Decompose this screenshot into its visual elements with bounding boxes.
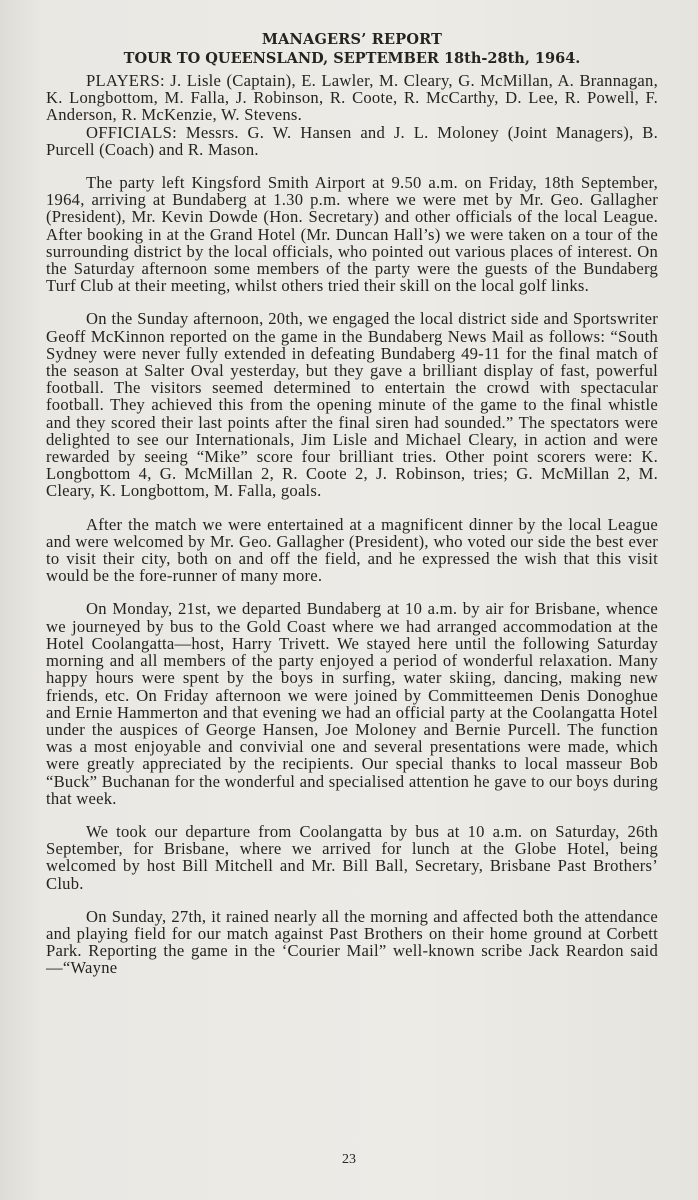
gold-coast-paragraph: On Monday, 21st, we departed Bundaberg at 10 a.m. by air for Brisbane, whence we journeyed by bus to the Gold Coast where we had arranged accommodation at the Hotel Coolangatta—host, Harry Trivett. We stayed here until the following Saturday morning and all members of the party enjoyed a period of wonderful relaxation. Many happy hours were spent by the boys in surfing, water skiing, dancing, making new friends, etc. On Friday afternoon we were joined by Committeemen Denis Donoghue and Ernie Hammerton and that evening we had an official party at the Coolangatta Hotel under the auspices of George Hansen, Joe Moloney and Bernie Purcell. The function was a most enjoyable and convivial one and several presentations were made, which were greatly appreciated by the recipients. Our special thanks to local masseur Bob “Buck” Buchanan for the wonderful and specialised attention he gave to our boys during that week. (46, 599, 658, 808)
report-title: MANAGERS’ REPORT (261, 31, 443, 48)
dinner-paragraph: After the match we were entertained at a magnificent dinner by the local League and were welcomed by Mr. Geo. Gallagher (President), who voted our side the best ever to visit their city, both on and off the field, and he expressed the wish that this visit would be the fore-runner of many more. (46, 514, 658, 586)
officials-paragraph: OFFICIALS: Messrs. G. W. Hansen and J. L. Moloney (Joint Managers), B. Purcell (Coach) and R. Mason. (46, 122, 658, 159)
match-report-paragraph: On the Sunday afternoon, 20th, we engaged the local district side and Sportswriter Geoff McKinnon reported on the game in the Bundaberg News Mail as follows: “South Sydney were never fully extended in defeating Bundaberg 49-11 for the final match of the season at Salter Oval yesterday, but they gave a brilliant display of fast, powerful football. The visitors seemed determined to entertain the crowd with spectacular football. They achieved this from the opening minute of the game to the final whistle and they scored their last points after the final siren had sounded.” The spectators were delighted to see our Internationals, Jim Lisle and Michael Cleary, in action and were rewarded by seeing “Mike” score four brilliant tries. Other point scorers were: K. Longbottom 4, G. McMillan 2, R. Coote 2, J. Robinson, tries; G. McMillan 2, M. Cleary, K. Longbottom, M. Falla, goals. (46, 309, 658, 501)
report-subtitle: TOUR TO QUEENSLAND, SEPTEMBER 18th-28th, 1964. (123, 50, 581, 67)
brisbane-arrival-paragraph: We took our departure from Coolangatta by bus at 10 a.m. on Saturday, 26th September, for Brisbane, where we arrived for lunch at the Globe Hotel, being welcomed by host Bill Mitchell and Mr. Bill Ball, Secretary, Brisbane Past Brothers’ Club. (46, 821, 658, 893)
past-brothers-paragraph: On Sunday, 27th, it rained nearly all the morning and affected both the attendance and playing field for our match against Past Brothers on their home ground at Corbett Park. Reporting the game in the ‘Courier Mail” well-known scribe Jack Reardon said—“Wayne (46, 906, 658, 978)
players-paragraph: PLAYERS: J. Lisle (Captain), E. Lawler, M. Cleary, G. McMillan, A. Brannagan, K. Longbottom, M. Falla, J. Robinson, R. Coote, R. McCarthy, D. Lee, R. Powell, F. Anderson, R. McKenzie, W. Stevens. (46, 71, 658, 125)
page-number: 23 (342, 1152, 356, 1167)
departure-paragraph: The party left Kingsford Smith Airport at 9.50 a.m. on Friday, 18th September, 1964, arriving at Bundaberg at 1.30 p.m. where we were met by Mr. Geo. Gallagher (President), Mr. Kevin Dowde (Hon. Secretary) and other officials of the local League. After booking in at the Grand Hotel (Mr. Duncan Hall’s) we were taken on a tour of the surrounding district by the local officials, who pointed out various places of interest. On the Saturday afternoon some members of the party were the guests of the Bundaberg Turf Club at their meeting, whilst others tried their skill on the local golf links. (46, 173, 658, 296)
